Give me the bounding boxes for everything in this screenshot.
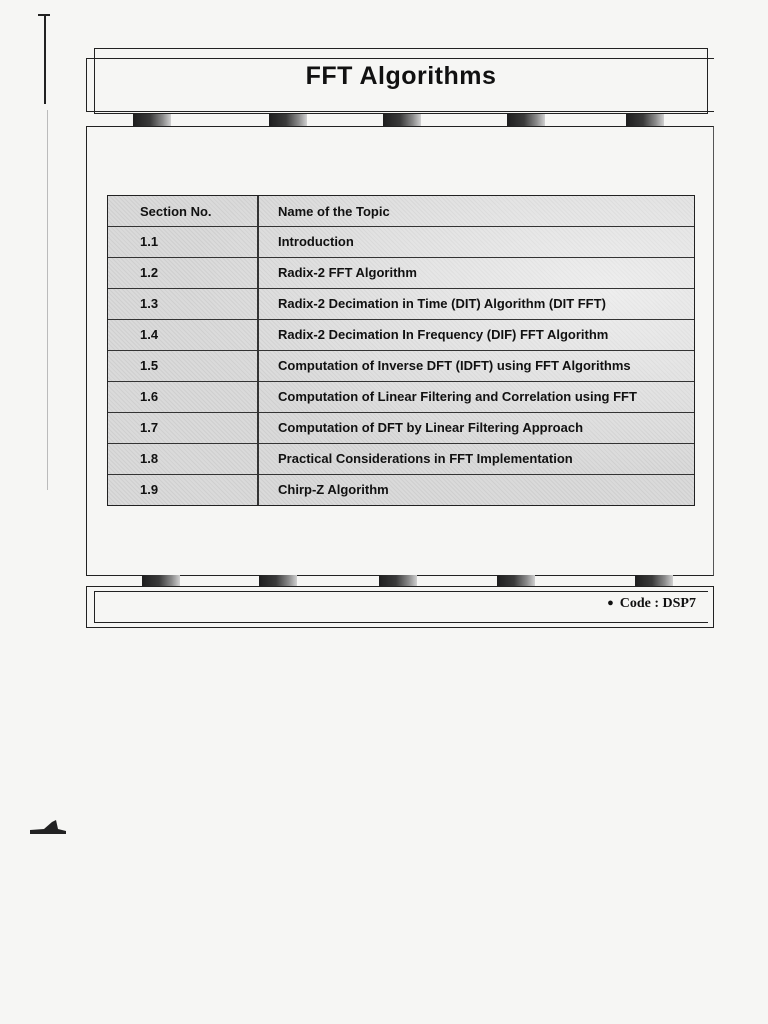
table-row — [108, 258, 694, 289]
section-number: 1.5 — [140, 358, 159, 373]
header-section: Section No. — [140, 204, 212, 219]
table-row — [108, 227, 694, 258]
decorative-bar — [133, 114, 171, 126]
page-code-text: Code : DSP7 — [619, 596, 696, 611]
topic-name: Computation of Linear Filtering and Correlation using FFT — [278, 389, 637, 404]
topic-name: Computation of Inverse DFT (IDFT) using FFT Algorithms — [278, 358, 631, 373]
section-number: 1.1 — [140, 234, 159, 249]
table-row — [108, 320, 694, 351]
section-number: 1.2 — [140, 265, 159, 280]
table-row — [108, 444, 694, 475]
toc-table — [107, 195, 695, 506]
table-row — [108, 475, 694, 506]
binding-line — [44, 14, 46, 104]
decorative-bar — [626, 114, 664, 126]
topic-name: Radix-2 FFT Algorithm — [278, 265, 417, 280]
section-number: 1.4 — [140, 327, 159, 342]
decorative-bar — [383, 114, 421, 126]
section-number: 1.9 — [140, 482, 159, 497]
bullet-icon: ● — [607, 597, 614, 609]
table-row — [108, 382, 694, 413]
page-title: FFT Algorithms — [305, 62, 497, 90]
topic-name: Introduction — [278, 234, 354, 249]
decorative-bar — [269, 114, 307, 126]
topic-name: Radix-2 Decimation in Time (DIT) Algorithm (DIT FFT) — [278, 296, 606, 311]
section-number: 1.3 — [140, 296, 159, 311]
header-topic: Name of the Topic — [278, 204, 390, 219]
topic-name: Practical Considerations in FFT Implementation — [278, 451, 573, 466]
page-code — [607, 596, 696, 612]
binding-shadow — [47, 110, 48, 490]
binding-blot — [30, 820, 66, 834]
section-number: 1.6 — [140, 389, 159, 404]
section-number: 1.8 — [140, 451, 159, 466]
table-row — [108, 413, 694, 444]
table-row — [108, 289, 694, 320]
table-row — [108, 351, 694, 382]
table-header-row — [108, 196, 694, 227]
topic-name: Chirp-Z Algorithm — [278, 482, 389, 497]
topic-name: Computation of DFT by Linear Filtering Approach — [278, 420, 584, 435]
decorative-bar — [507, 114, 545, 126]
topic-name: Radix-2 Decimation In Frequency (DIF) FFT Algorithm — [278, 327, 609, 342]
section-number: 1.7 — [140, 420, 159, 435]
